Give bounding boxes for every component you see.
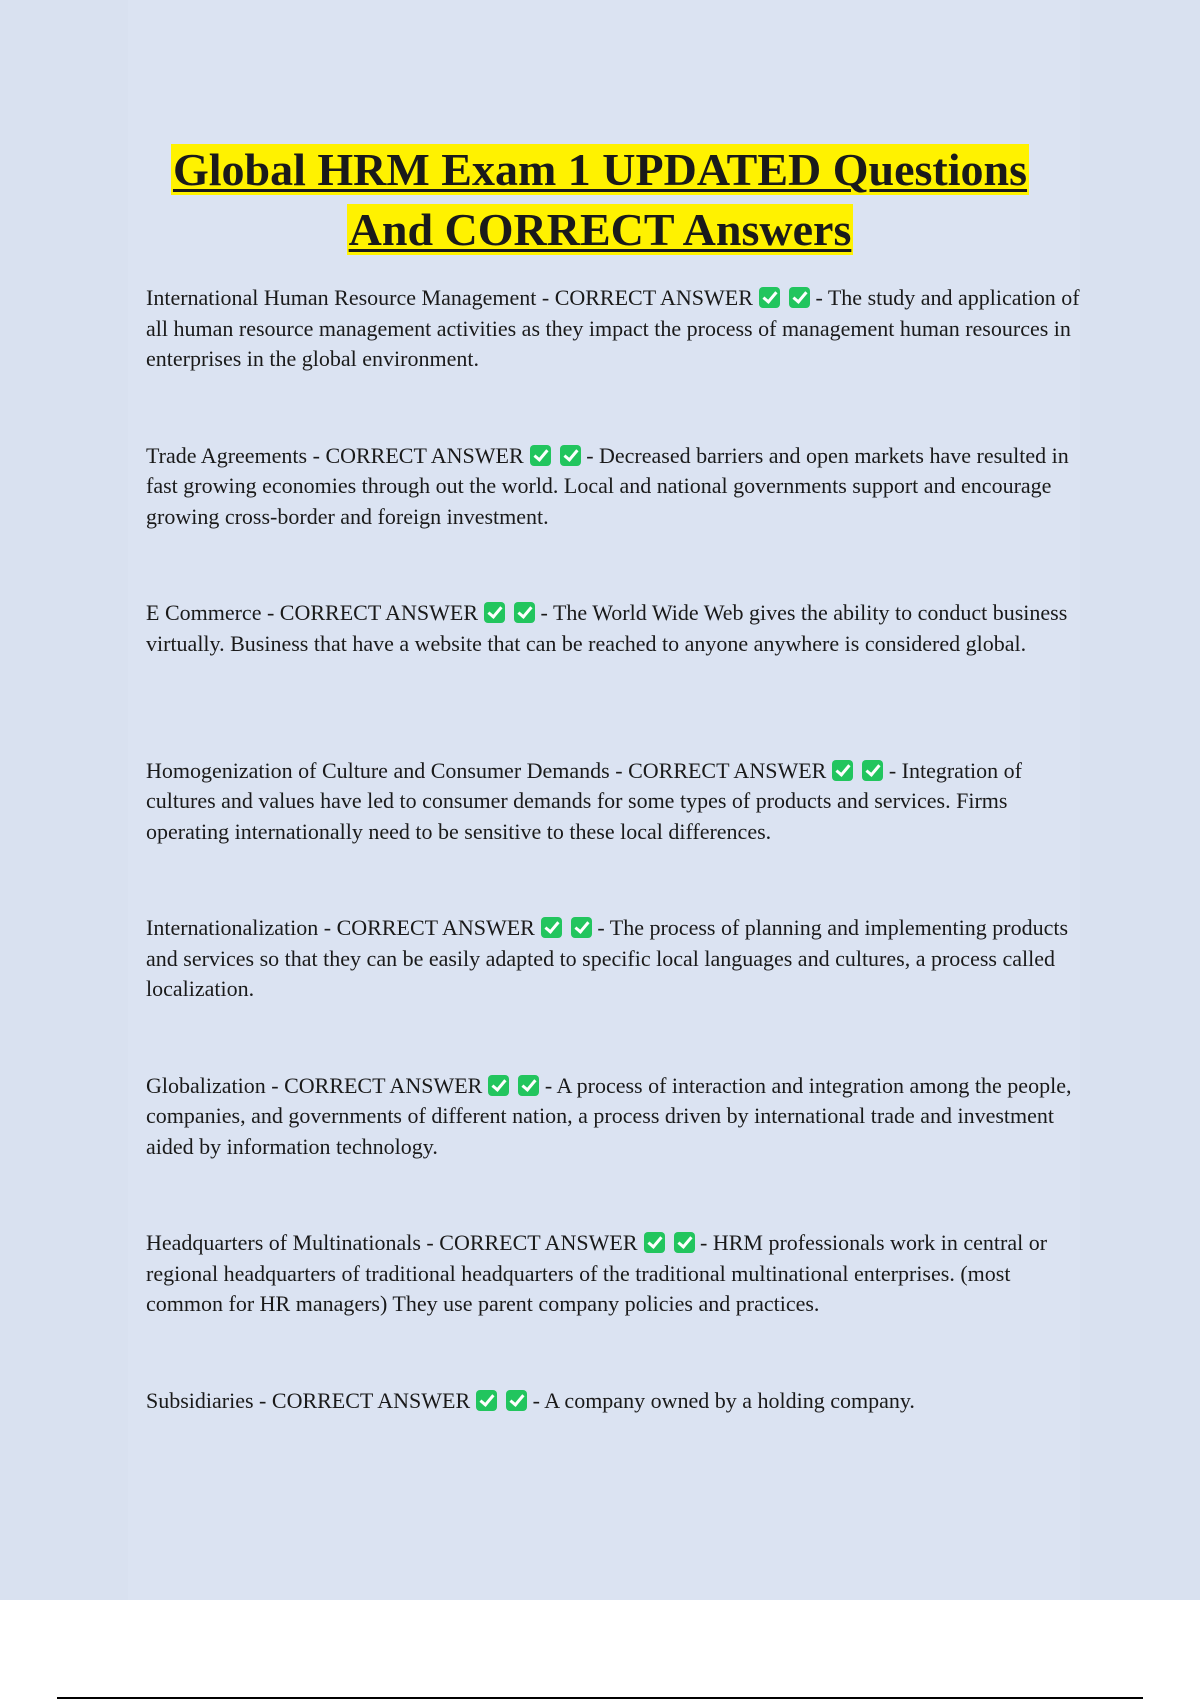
- qa-entries-list: [146, 283, 1092, 1543]
- correct-answer-label: CORRECT ANSWER: [284, 1072, 483, 1098]
- green-check-icon: [832, 760, 853, 781]
- document-title: [100, 140, 1100, 260]
- correct-answer-label: CORRECT ANSWER: [325, 442, 524, 468]
- correct-answer-label: CORRECT ANSWER: [554, 285, 753, 310]
- entry-definition: - The study and application of all human resource management activities as they impact the process of management human resources in enterprises in the global environment.: [146, 285, 1080, 371]
- qa-entry: [146, 913, 1092, 1071]
- entry-term: Internationalization -: [146, 915, 337, 940]
- entry-definition: - The World Wide Web gives the ability to conduct business virtually. Business that have a website that can be reached to anyone anywhere is considered global.: [146, 600, 1068, 656]
- qa-entry: [146, 756, 1092, 914]
- green-check-icon: [862, 760, 883, 781]
- entry-term: Trade Agreements -: [146, 442, 326, 468]
- correct-answer-label: CORRECT ANSWER: [271, 1387, 471, 1413]
- entry-definition: - A process of interaction and integration among the people, companies, and governments of different nation, a process driven by international trade and investment aided by information technology.: [146, 1072, 1072, 1159]
- correct-answer-label: CORRECT ANSWER: [628, 757, 827, 783]
- title-line-1: Global HRM Exam 1 UPDATED Questions: [172, 144, 1028, 195]
- entry-definition: - A company owned by a holding company.: [532, 1387, 915, 1413]
- entry-term: E Commerce -: [146, 600, 280, 625]
- entry-definition: - Integration of cultures and values have led to consumer demands for some types of products and services. Firms operating internationally need to be sensitive to these local differences.: [146, 757, 1022, 844]
- qa-entry: [146, 441, 1092, 599]
- entry-term: Homogenization of Culture and Consumer Demands -: [146, 757, 629, 783]
- qa-entry: [146, 598, 1092, 756]
- qa-entry: [146, 1386, 1092, 1544]
- entry-term: Subsidiaries -: [146, 1387, 272, 1413]
- green-check-icon: [476, 1390, 497, 1411]
- green-check-icon: [541, 917, 562, 938]
- green-check-icon: [484, 602, 505, 623]
- green-check-icon: [759, 287, 780, 308]
- title-line-2: And CORRECT Answers: [348, 204, 852, 255]
- entry-term: Headquarters of Multinationals -: [146, 1230, 440, 1255]
- green-check-icon: [514, 602, 535, 623]
- entry-definition: - Decreased barriers and open markets have resulted in fast growing economies through out the world. Local and national governments support and encourage growing cross-border and foreign investment.: [146, 442, 1069, 529]
- green-check-icon: [530, 445, 551, 466]
- green-check-icon: [488, 1075, 509, 1096]
- entry-definition: - The process of planning and implementing products and services so that they can be easily adapted to specific local languages and cultures, a process called localization.: [146, 915, 1069, 1001]
- green-check-icon: [571, 917, 592, 938]
- correct-answer-label: CORRECT ANSWER: [279, 600, 479, 625]
- qa-entry: [146, 283, 1092, 441]
- green-check-icon: [674, 1232, 695, 1253]
- qa-entry: [146, 1071, 1092, 1229]
- green-check-icon: [518, 1075, 539, 1096]
- correct-answer-label: CORRECT ANSWER: [336, 915, 535, 940]
- green-check-icon: [506, 1390, 527, 1411]
- green-check-icon: [644, 1232, 665, 1253]
- footer-divider: [57, 1697, 1143, 1699]
- qa-entry: [146, 1228, 1092, 1386]
- entry-term: Globalization -: [146, 1072, 285, 1098]
- entry-term: International Human Resource Management -: [146, 285, 555, 310]
- green-check-icon: [789, 287, 810, 308]
- correct-answer-label: CORRECT ANSWER: [439, 1230, 638, 1255]
- green-check-icon: [560, 445, 581, 466]
- entry-definition: - HRM professionals work in central or regional headquarters of traditional headquarters of the traditional multinational enterprises. (most common for HR managers) They use parent company policies and practices.: [146, 1230, 1048, 1316]
